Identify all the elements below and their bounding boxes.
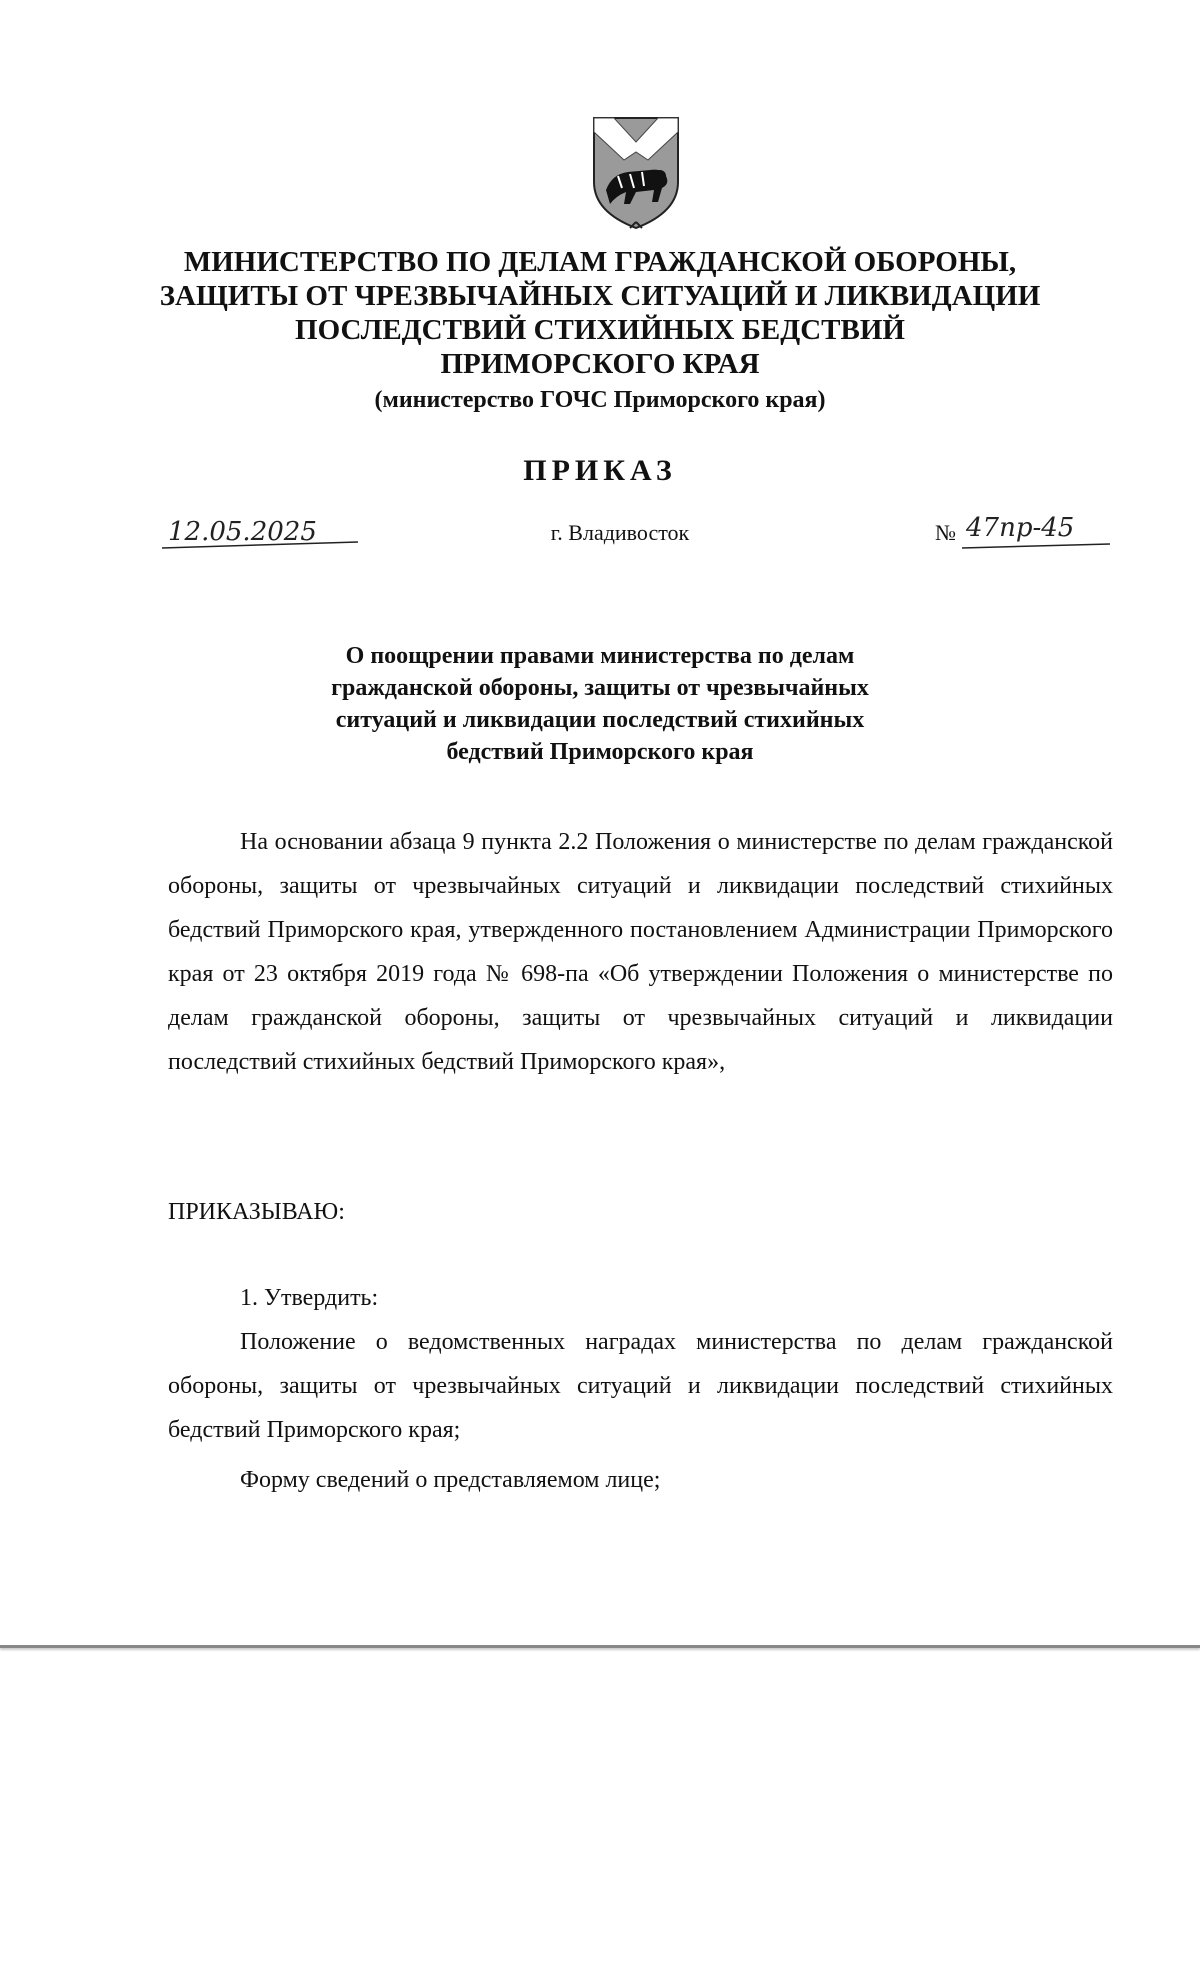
- item-1-heading: 1. Утвердить:: [240, 1285, 379, 1311]
- handwritten-number: [960, 508, 1120, 556]
- order-word: ПРИКАЗЫВАЮ:: [168, 1199, 345, 1225]
- city-name: г. Владивосток: [550, 520, 690, 545]
- subject-line: бедствий Приморского края: [446, 739, 754, 765]
- subject-line: ситуаций и ликвидации последствий стихийных: [335, 707, 865, 733]
- coat-of-arms-tiger-icon: [588, 112, 684, 232]
- svg-text:47пр-45: 47пр-45: [966, 513, 1075, 543]
- subject-line: гражданской обороны, защиты от чрезвычайных: [331, 675, 869, 701]
- basis-paragraph: На основании абзаца 9 пункта 2.2 Положения о министерстве по делам гражданской обороны, защиты от чрезвычайных ситуаций и ликвидации последствий стихийных бедствий Приморского края, утвержденного постановлением Администрации Приморского края от 23 октября 2019 года № 698-па «Об утверждении Положения о министерстве по делам гражданской обороны, защиты от чрезвычайных ситуаций и ликвидации последствий стихийных бедствий Приморского края»,: [168, 829, 1113, 1075]
- item-1-form: Форму сведений о представляемом лице;: [240, 1467, 661, 1493]
- document-type: ПРИКАЗ: [523, 454, 677, 487]
- subject-line: О поощрении правами министерства по делам: [345, 643, 855, 669]
- header-line: МИНИСТЕРСТВО ПО ДЕЛАМ ГРАЖДАНСКОЙ ОБОРОНЫ,: [183, 246, 1017, 278]
- item-1-regulation: Положение о ведомственных наградах министерства по делам гражданской обороны, защиты от чрезвычайных ситуаций и ликвидации последствий стихийных бедствий Приморского края;: [168, 1329, 1113, 1443]
- header-line: ПРИМОРСКОГО КРАЯ: [440, 348, 760, 380]
- header-line: ПОСЛЕДСТВИЙ СТИХИЙНЫХ БЕДСТВИЙ: [295, 314, 905, 346]
- document-subject: [300, 640, 900, 768]
- header-line: ЗАЩИТЫ ОТ ЧРЕЗВЫЧАЙНЫХ СИТУАЦИЙ И ЛИКВИДАЦИИ: [159, 280, 1041, 312]
- number-sign: №: [935, 520, 956, 545]
- ministry-short-name: (министерство ГОЧС Приморского края): [374, 387, 826, 413]
- handwritten-date: [160, 512, 360, 552]
- ministry-header: [150, 245, 1050, 417]
- svg-text:12.05.2025: 12.05.2025: [168, 517, 317, 547]
